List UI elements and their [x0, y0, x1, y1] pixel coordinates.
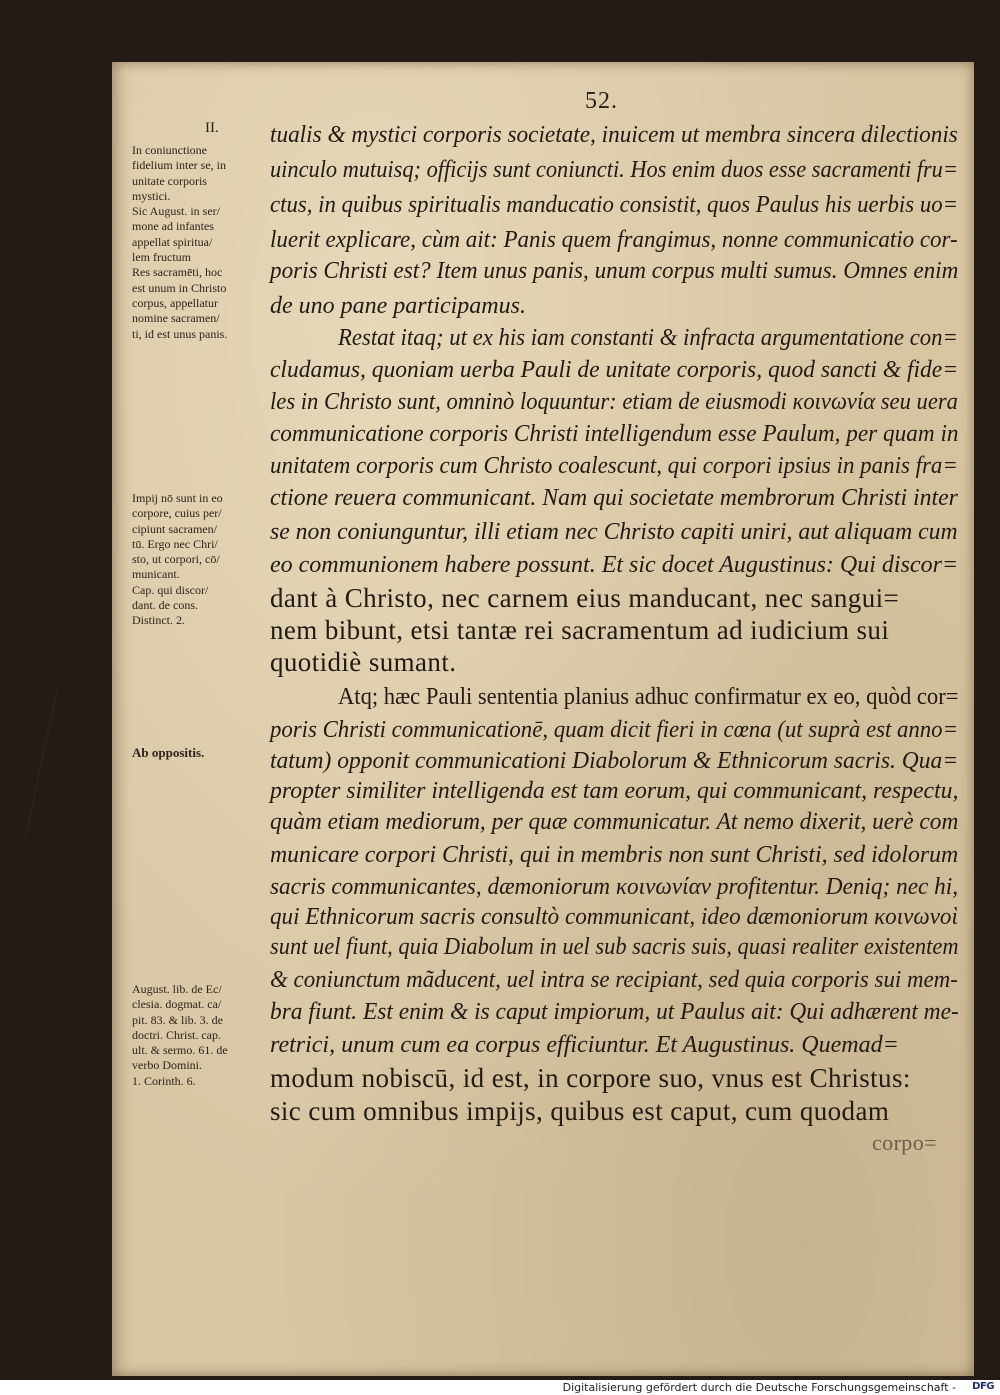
- body-text-line: ctione reuera communicant. Nam qui societate membrorum Christi inter: [270, 485, 958, 511]
- margin-note-line: appellat spiritua/: [132, 234, 213, 249]
- body-text-line: unitatem corporis cum Christo coalescunt, qui corpori ipsius in panis fra=: [270, 453, 958, 479]
- body-text-line: & coniunctum mãducent, uel intra se recipiant, sed quia corporis sui mem-: [270, 967, 958, 993]
- body-text-line: Atq; hæc Pauli sententia planius adhuc confirmatur ex eo, quòd cor=: [338, 684, 959, 710]
- margin-note-line: Impij nō sunt in eo: [132, 491, 223, 505]
- margin-note-line: mone ad infantes: [132, 219, 214, 234]
- body-text-line: uinculo mutuisq; officijs sunt coniuncti. Hos enim duos esse sacramenti fru=: [270, 157, 958, 183]
- body-text-line: Restat itaq; ut ex his iam constanti & infracta argumentatione con=: [338, 325, 958, 351]
- margin-note-3: [132, 745, 266, 760]
- body-text-line: de uno pane participamus.: [270, 293, 526, 319]
- body-text-line: luerit explicare, cùm ait: Panis quem frangimus, nonne communicatio cor-: [270, 227, 958, 253]
- margin-note-line: In coniunctione: [132, 143, 207, 157]
- margin-note-line: fidelium inter se, in: [132, 158, 226, 173]
- margin-note-line: corpus, appellatur: [132, 295, 218, 310]
- margin-note-line: tū. Ergo nec Chri/: [132, 536, 218, 551]
- margin-note-1: [132, 143, 266, 342]
- margin-note-line: mystici.: [132, 188, 171, 203]
- body-text-line: cludamus, quoniam uerba Pauli de unitate corporis, quod sancti & fide=: [270, 357, 959, 383]
- body-text-line: modum nobiscū, id est, in corpore suo, vnus est Christus:: [270, 1063, 911, 1093]
- margin-note-line: municant.: [132, 567, 180, 582]
- margin-note-line: August. lib. de Ec/: [132, 982, 222, 996]
- dfg-logo-icon: DFG: [972, 1381, 994, 1392]
- margin-note-line: ult. & sermo. 61. de: [132, 1043, 228, 1058]
- body-text-line: municare corpori Christi, qui in membris non sunt Christi, sed idolorum: [270, 842, 959, 868]
- margin-note-line: pit. 83. & lib. 3. de: [132, 1012, 223, 1027]
- body-text-line: se non coniunguntur, illi etiam nec Christo capiti uniri, aut aliquam cum: [270, 519, 958, 545]
- margin-note-line: cipiunt sacramen/: [132, 521, 217, 536]
- catchword: corpo=: [872, 1130, 937, 1155]
- margin-note-line: 1. Corinth. 6.: [132, 1073, 196, 1088]
- footer-bar: [0, 1380, 1000, 1395]
- margin-note-line: unitate corporis: [132, 173, 207, 188]
- body-text-line: sic cum omnibus impijs, quibus est caput, cum quodam: [270, 1096, 890, 1126]
- body-text-line: les in Christo sunt, omninò loquuntur: etiam de eiusmodi κοινωνία seu uera: [270, 389, 958, 415]
- body-text-line: poris Christi communicationē, quam dicit fieri in cœna (ut suprà est anno=: [270, 717, 958, 743]
- margin-note-line: sto, ut corpori, cō/: [132, 552, 220, 567]
- body-text-line: quotidiè sumant.: [270, 647, 457, 677]
- margin-note-4: [132, 982, 266, 1089]
- body-text-line: dant à Christo, nec carnem eius manducant, nec sangui=: [270, 583, 900, 613]
- margin-note-line: corpore, cuius per/: [132, 506, 222, 521]
- margin-note-line: Res sacramēti, hoc: [132, 265, 223, 280]
- body-text-line: eo communionem habere possunt. Et sic docet Augustinus: Qui discor=: [270, 552, 959, 578]
- body-text-line: qui Ethnicorum sacris consultò communicant, ideo dæmoniorum κοινωνοὶ: [270, 904, 958, 930]
- margin-note-line: clesia. dogmat. ca/: [132, 997, 222, 1012]
- margin-note-line: Cap. qui discor/: [132, 582, 209, 597]
- margin-note-2: [132, 491, 266, 629]
- body-text-line: propter similiter intelligenda est tam eorum, qui communicant, respectu,: [270, 778, 959, 804]
- body-text-line: tatum) opponit communicationi Diabolorum & Ethnicorum sacris. Qua=: [270, 748, 959, 774]
- margin-note-line: lem fructum: [132, 250, 191, 265]
- body-text-line: ctus, in quibus spiritualis manducatio consistit, quos Paulus his uerbis uo=: [270, 192, 959, 218]
- section-number: II.: [205, 120, 219, 136]
- body-text-line: quàm etiam mediorum, per quæ communicatur. At nemo dixerit, uerè com: [270, 809, 959, 835]
- margin-note-line: dant. de cons.: [132, 598, 198, 613]
- body-text-line: bra fiunt. Est enim & is caput impiorum, ut Paulus ait: Qui adhærent me-: [270, 999, 959, 1025]
- margin-note-line: ti, id est unus panis.: [132, 326, 228, 341]
- body-text-line: tualis & mystici corporis societate, inuicem ut membra sincera dilectionis: [270, 122, 958, 148]
- body-text-line: communicatione corporis Christi intelligendum esse Paulum, per quam in: [270, 421, 959, 447]
- margin-note-line: verbo Domini.: [132, 1058, 202, 1073]
- margin-note-line: doctri. Christ. cap.: [132, 1027, 221, 1042]
- footer-credit: Digitalisierung gefördert durch die Deutsche Forschungsgemeinschaft -: [562, 1381, 956, 1394]
- body-text-line: retrici, unum cum ea corpus efficiuntur. Et Augustinus. Quemad=: [270, 1032, 899, 1058]
- body-text-line: nem bibunt, etsi tantæ rei sacramentum ad iudicium sui: [270, 615, 890, 645]
- margin-note-line: Sic August. in ser/: [132, 204, 221, 219]
- body-text-line: sunt uel fiunt, quia Diabolum in uel sub sacris suis, quasi realiter existentem: [270, 934, 959, 960]
- margin-note-line: Ab oppositis.: [132, 745, 205, 760]
- page-number: 52.: [585, 88, 618, 114]
- body-text-line: poris Christi est? Item unus panis, unum corpus multi sumus. Omnes enim: [270, 258, 959, 284]
- body-text-line: sacris communicantes, dæmoniorum κοινωνίαν profitentur. Deniq; nec hi,: [270, 874, 959, 900]
- margin-note-line: est unum in Christo: [132, 280, 227, 295]
- margin-note-line: nomine sacramen/: [132, 311, 220, 326]
- margin-note-line: Distinct. 2.: [132, 613, 185, 628]
